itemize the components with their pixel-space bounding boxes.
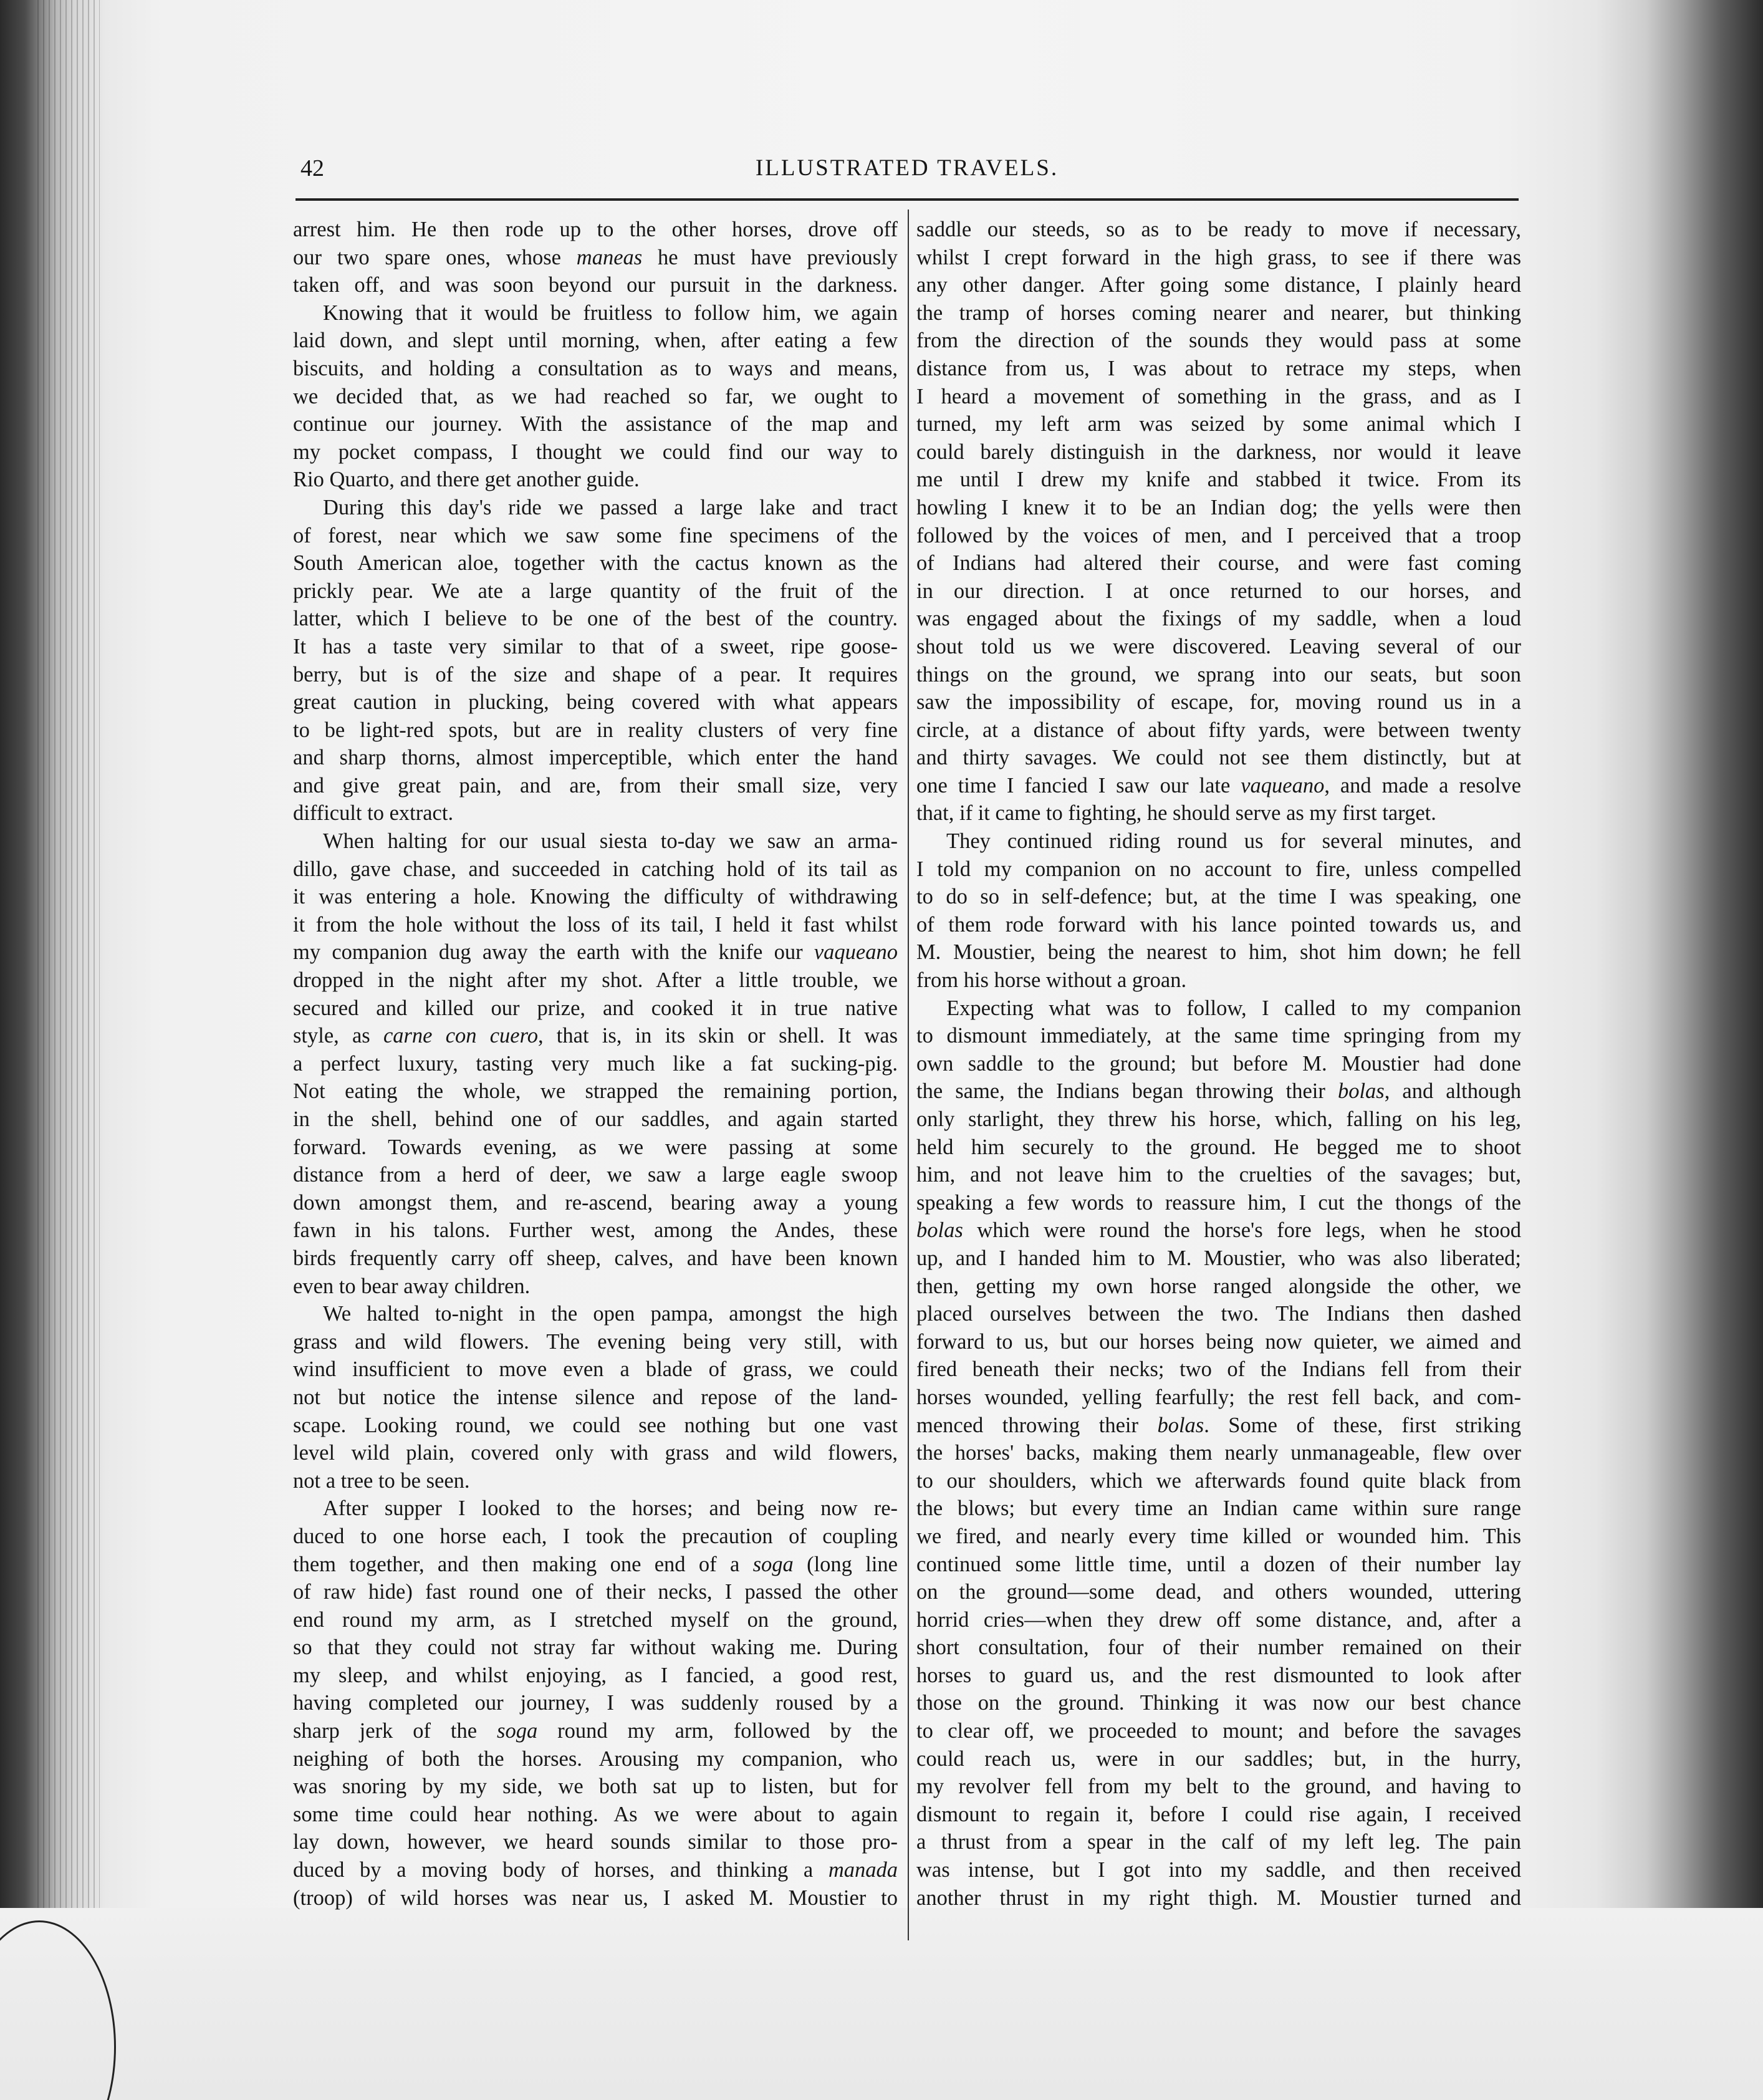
text-run: to clear off, we proceeded to mount; and before the savages [916, 1719, 1521, 1743]
text-line [916, 522, 1521, 550]
text-line [293, 1356, 898, 1384]
text-line [293, 911, 898, 939]
text-run: We halted to-night in the open pampa, amongst the high [323, 1302, 898, 1326]
text-run: our two spare ones, whose [293, 245, 577, 269]
text-run: another thrust in my right thigh. M. Moustier turned and [916, 1886, 1521, 1910]
text-run: down amongst them, and re-ascend, bearing away a young [293, 1190, 898, 1215]
text-line [916, 466, 1521, 494]
text-run: the horses' backs, making them nearly unmanageable, flew over [916, 1441, 1521, 1465]
italic-term: soga [752, 1552, 794, 1576]
text-line [293, 1606, 898, 1634]
italic-term: bolas [916, 1218, 963, 1243]
text-line [293, 1856, 898, 1884]
text-run: birds frequently carry off sheep, calves, and have been known [293, 1246, 898, 1270]
left-text-column [293, 216, 898, 1912]
text-run: Knowing that it would be fruitless to follow him, we again [323, 301, 898, 325]
text-run: short consultation, four of their number remained on their [916, 1635, 1521, 1660]
text-run: prickly pear. We ate a large quantity of the fruit of the [293, 579, 898, 603]
italic-term: bolas [1337, 1079, 1385, 1104]
italic-term: maneas [576, 245, 643, 269]
text-run: up, and I handed him to M. Moustier, who was also liberated; [916, 1246, 1521, 1270]
column-divider [908, 210, 909, 1940]
text-run: round my arm, followed by the [537, 1719, 898, 1743]
text-run: horses to guard us, and the rest dismounted to look after [916, 1663, 1521, 1687]
text-line [293, 995, 898, 1023]
text-run: any other danger. After going some distance, I plainly heard [916, 273, 1521, 297]
text-line [293, 1328, 898, 1356]
text-run: the blows; but every time an Indian came within sure range [916, 1496, 1521, 1521]
text-line [293, 1467, 898, 1495]
text-run: my revolver fell from my belt to the ground, and having to [916, 1775, 1521, 1799]
text-line [916, 772, 1521, 800]
text-run: of forest, near which we saw some fine specimens of the [293, 523, 898, 547]
text-run: menced throwing their [916, 1413, 1158, 1437]
text-line [916, 1606, 1521, 1634]
text-run: secured and killed our prize, and cooked it in true native [293, 996, 898, 1020]
running-title: ILLUSTRATED TRAVELS. [755, 155, 1059, 181]
header-rule [295, 198, 1519, 201]
text-line [916, 1551, 1521, 1579]
text-run: in the shell, behind one of our saddles, and again started [293, 1107, 898, 1131]
text-line [293, 1245, 898, 1273]
text-run: of raw hide) fast round one of their necks, I passed the other [293, 1580, 898, 1604]
text-line [293, 271, 898, 299]
text-line [916, 1105, 1521, 1134]
text-run: scape. Looking round, we could see nothing but one vast [293, 1413, 898, 1437]
text-run: followed by the voices of men, and I perceived that a troop [916, 523, 1521, 547]
text-run: of them rode forward with his lance pointed towards us, and [916, 912, 1521, 937]
text-run: that, if it came to fighting, he should serve as my first target. [916, 801, 1436, 826]
text-run: (long line [793, 1552, 898, 1576]
text-run: Rio Quarto, and there get another guide. [293, 468, 640, 492]
text-line [293, 1495, 898, 1523]
text-line [916, 1884, 1521, 1912]
text-line [293, 299, 898, 327]
text-line [916, 1439, 1521, 1467]
text-line [293, 438, 898, 466]
italic-term: soga [497, 1719, 538, 1743]
text-run: end round my arm, as I stretched myself on the ground, [293, 1607, 898, 1632]
text-run: it was entering a hole. Knowing the difficulty of withdrawing [293, 885, 898, 909]
text-line [916, 1300, 1521, 1328]
text-line [293, 799, 898, 827]
text-run: held him securely to the ground. He begged me to shoot [916, 1135, 1521, 1159]
text-line [293, 883, 898, 911]
text-line [293, 855, 898, 884]
text-line [916, 1634, 1521, 1662]
text-run: a thrust from a spear in the calf of my left leg. The pain [916, 1830, 1521, 1854]
text-run: speaking a few words to reassure him, I cut the thongs of the [916, 1190, 1521, 1215]
text-run: not a tree to be seen. [293, 1468, 470, 1493]
text-line [293, 216, 898, 244]
text-line [293, 494, 898, 522]
text-line [293, 938, 898, 966]
text-run: continue our journey. With the assistance of the map and [293, 412, 898, 436]
text-line [916, 1801, 1521, 1829]
text-run: neighing of both the horses. Arousing my companion, who [293, 1746, 898, 1771]
text-run: grass and wild flowers. The evening being very still, with [293, 1329, 898, 1354]
text-line [916, 244, 1521, 272]
text-run: one time I fancied I saw our late [916, 773, 1241, 797]
text-line [293, 1551, 898, 1579]
text-line [916, 1495, 1521, 1523]
text-line [916, 995, 1521, 1023]
text-run: taken off, and was soon beyond our pursuit in the darkness. [293, 273, 898, 297]
text-run: shout told us we were discovered. Leaving several of our [916, 634, 1521, 658]
text-line [916, 410, 1521, 438]
text-line [916, 1356, 1521, 1384]
text-line [916, 1022, 1521, 1050]
text-run: my companion dug away the earth with the knife our [293, 940, 814, 965]
text-line [293, 1689, 898, 1717]
text-line [916, 383, 1521, 411]
text-run: I told my companion on no account to fire, unless compelled [916, 857, 1521, 881]
text-line [916, 966, 1521, 995]
text-line [916, 1717, 1521, 1745]
text-run: from his horse without a groan. [916, 968, 1187, 993]
text-line [293, 744, 898, 772]
text-run: we decided that, as we had reached so far, we ought to [293, 384, 898, 408]
text-run: It has a taste very similar to that of a sweet, ripe goose- [293, 634, 898, 658]
text-line [293, 1273, 898, 1301]
text-line [293, 1634, 898, 1662]
text-run: he must have previously [642, 245, 898, 269]
text-line [916, 327, 1521, 355]
text-run: sharp jerk of the [293, 1719, 497, 1743]
text-line [916, 855, 1521, 884]
text-line [916, 1412, 1521, 1440]
text-run: those on the ground. Thinking it was now our best chance [916, 1691, 1521, 1715]
text-run: They continued riding round us for several minutes, and [946, 829, 1521, 854]
italic-term: manada [828, 1858, 898, 1882]
text-run: to dismount immediately, at the same time springing from my [916, 1024, 1521, 1048]
text-run: me until I drew my knife and stabbed it twice. From its [916, 468, 1521, 492]
text-line [293, 1578, 898, 1606]
text-run: some time could hear nothing. As we were about to again [293, 1802, 898, 1826]
text-run: Expecting what was to follow, I called to my companion [946, 996, 1521, 1020]
text-line [916, 1384, 1521, 1412]
text-line [916, 799, 1521, 827]
page-header [295, 152, 1519, 190]
text-line [293, 1161, 898, 1189]
text-line [293, 1022, 898, 1050]
text-line [293, 1216, 898, 1245]
text-run: even to bear away children. [293, 1274, 531, 1298]
text-line [916, 1161, 1521, 1189]
right-text-column [916, 216, 1521, 1912]
text-run: not but notice the intense silence and repose of the land- [293, 1385, 898, 1409]
text-run: to be light-red spots, but are in reality clusters of very fine [293, 718, 898, 742]
text-line [293, 327, 898, 355]
text-run: saw the impossibility of escape, for, moving round us in a [916, 690, 1521, 715]
text-run: latter, which I believe to be one of the best of the country. [293, 607, 898, 631]
page-lower-margin [0, 1908, 1763, 2100]
text-line [916, 299, 1521, 327]
text-run: on the ground—some dead, and others wounded, uttering [916, 1580, 1521, 1604]
text-run: great caution in plucking, being covered with what appears [293, 690, 898, 715]
text-line [916, 1273, 1521, 1301]
text-line [293, 1439, 898, 1467]
text-line [916, 1745, 1521, 1773]
text-run: South American aloe, together with the cactus known as the [293, 551, 898, 576]
text-run: then, getting my own horse ranged alongside the other, we [916, 1274, 1521, 1298]
text-line [916, 688, 1521, 716]
text-line [293, 549, 898, 577]
text-line [293, 688, 898, 716]
text-run: the same, the Indians began throwing their [916, 1079, 1338, 1104]
text-run: , and although [1384, 1079, 1522, 1104]
text-line [293, 355, 898, 383]
text-line [293, 827, 898, 855]
text-run: to do so in self-defence; but, at the time I was speaking, one [916, 885, 1521, 909]
text-run: forward to us, but our horses being now quieter, we aimed and [916, 1329, 1521, 1354]
text-run: laid down, and slept until morning, when, after eating a few [293, 329, 898, 353]
text-line [916, 1077, 1521, 1105]
text-line [293, 1050, 898, 1078]
text-run: howling I knew it to be an Indian dog; the yells were then [916, 495, 1521, 519]
text-run: , that is, in its skin or shell. It was [537, 1024, 898, 1048]
text-line [916, 1245, 1521, 1273]
text-line [293, 244, 898, 272]
text-line [916, 605, 1521, 633]
text-run: lay down, however, we heard sounds similar to those pro- [293, 1830, 898, 1854]
text-line [293, 661, 898, 689]
text-line [293, 633, 898, 661]
text-line [916, 1523, 1521, 1551]
text-line [916, 1689, 1521, 1717]
text-line [916, 577, 1521, 605]
text-line [916, 355, 1521, 383]
italic-term: vaqueano [1241, 773, 1325, 797]
text-run: berry, but is of the size and shape of a pear. It requires [293, 662, 898, 686]
text-run: difficult to extract. [293, 801, 454, 826]
text-line [916, 1856, 1521, 1884]
text-line [293, 1523, 898, 1551]
text-line [293, 966, 898, 995]
text-line [293, 410, 898, 438]
text-line [293, 1884, 898, 1912]
text-run: During this day's ride we passed a large lake and tract [323, 495, 898, 519]
text-run: the tramp of horses coming nearer and nearer, but thinking [916, 301, 1521, 325]
text-run: and give great pain, and are, from their small size, very [293, 773, 898, 797]
text-run: , and made a resolve [1324, 773, 1521, 797]
text-run: a perfect luxury, tasting very much like a fat sucking-pig. [293, 1051, 898, 1076]
text-line [293, 716, 898, 744]
text-line [916, 1662, 1521, 1690]
text-line [293, 522, 898, 550]
text-run: own saddle to the ground; but before M. Moustier had done [916, 1051, 1521, 1076]
text-line [916, 1578, 1521, 1606]
text-run: dropped in the night after my shot. After a little trouble, we [293, 968, 898, 993]
text-line [293, 1662, 898, 1690]
text-run: fawn in his talons. Further west, among the Andes, these [293, 1218, 898, 1243]
text-line [293, 1189, 898, 1217]
text-run: forward. Towards evening, as we were passing at some [293, 1135, 898, 1159]
text-run: circle, at a distance of about fifty yards, were between twenty [916, 718, 1521, 742]
text-run: we fired, and nearly every time killed or wounded him. This [916, 1524, 1521, 1548]
text-line [293, 605, 898, 633]
text-run: duced by a moving body of horses, and thinking a [293, 1858, 829, 1882]
text-run: in our direction. I at once returned to our horses, and [916, 579, 1521, 603]
text-line [293, 1077, 898, 1105]
text-run: which were round the horse's fore legs, when he stood [963, 1218, 1521, 1243]
text-run: was intense, but I got into my saddle, and then received [916, 1858, 1521, 1882]
text-line [916, 1467, 1521, 1495]
text-run: turned, my left arm was seized by some animal which I [916, 412, 1521, 436]
text-line [916, 549, 1521, 577]
text-run: them together, and then making one end of a [293, 1552, 753, 1576]
text-run: so that they could not stray far without waking me. During [293, 1635, 898, 1660]
text-line [293, 1745, 898, 1773]
text-run: (troop) of wild horses was near us, I asked M. Moustier to [293, 1886, 898, 1910]
text-line [916, 1828, 1521, 1856]
text-run: . Some of these, first striking [1204, 1413, 1521, 1437]
text-run: placed ourselves between the two. The Indians then dashed [916, 1302, 1521, 1326]
text-line [916, 633, 1521, 661]
text-run: my sleep, and whilst enjoying, as I fancied, a good rest, [293, 1663, 898, 1687]
text-line [293, 466, 898, 494]
text-run: duced to one horse each, I took the precaution of coupling [293, 1524, 898, 1548]
text-line [916, 1134, 1521, 1162]
text-run: and thirty savages. We could not see them distinctly, but at [916, 746, 1521, 770]
text-line [916, 494, 1521, 522]
text-run: horses wounded, yelling fearfully; the rest fell back, and com- [916, 1385, 1521, 1409]
text-run: whilst I crept forward in the high grass, to see if there was [916, 245, 1521, 269]
text-run: Not eating the whole, we strapped the remaining portion, [293, 1079, 898, 1104]
text-line [916, 1328, 1521, 1356]
italic-term: bolas [1157, 1413, 1204, 1437]
text-line [916, 1189, 1521, 1217]
text-run: M. Moustier, being the nearest to him, shot him down; he fell [916, 940, 1521, 965]
text-line [293, 383, 898, 411]
text-run: continued some little time, until a dozen of their number lay [916, 1552, 1521, 1576]
text-run: After supper I looked to the horses; and being now re- [323, 1496, 898, 1521]
text-run: only starlight, they threw his horse, which, falling on his leg, [916, 1107, 1521, 1131]
text-line [916, 1050, 1521, 1078]
text-line [916, 216, 1521, 244]
text-run: distance from us, I was about to retrace my steps, when [916, 356, 1521, 380]
text-run: dillo, gave chase, and succeeded in catching hold of its tail as [293, 857, 898, 881]
text-run: was snoring by my side, we both sat up to listen, but for [293, 1775, 898, 1799]
text-run: wind insufficient to move even a blade of grass, we could [293, 1357, 898, 1382]
text-run: things on the ground, we sprang into our seats, but soon [916, 662, 1521, 686]
text-run: of Indians had altered their course, and were fast coming [916, 551, 1521, 576]
text-line [293, 1412, 898, 1440]
text-run: horrid cries—when they drew off some distance, and, after a [916, 1607, 1521, 1632]
text-line [293, 772, 898, 800]
text-line [293, 1105, 898, 1134]
text-run: dismount to regain it, before I could rise again, I received [916, 1802, 1521, 1826]
text-line [916, 883, 1521, 911]
text-line [916, 661, 1521, 689]
text-run: to our shoulders, which we afterwards found quite black from [916, 1468, 1521, 1493]
text-line [293, 577, 898, 605]
text-line [916, 438, 1521, 466]
text-line [293, 1300, 898, 1328]
text-run: fired beneath their necks; two of the Indians fell from their [916, 1357, 1521, 1382]
page-stack-edges [37, 0, 100, 1908]
text-run: could reach us, were in our saddles; but, in the hurry, [916, 1746, 1521, 1771]
text-run: saddle our steeds, so as to be ready to move if necessary, [916, 218, 1521, 241]
text-run: When halting for our usual siesta to-day we saw an arma- [323, 829, 898, 854]
text-run: from the direction of the sounds they would pass at some [916, 329, 1521, 353]
text-line [293, 1773, 898, 1801]
text-run: could barely distinguish in the darkness, nor would it leave [916, 440, 1521, 464]
text-run: my pocket compass, I thought we could find our way to [293, 440, 898, 464]
page-number: 42 [300, 155, 324, 181]
text-run: it from the hole without the loss of its tail, I held it fast whilst [293, 912, 898, 937]
text-line [293, 1717, 898, 1745]
text-run: having completed our journey, I was suddenly roused by a [293, 1691, 898, 1715]
text-line [293, 1828, 898, 1856]
text-line [916, 744, 1521, 772]
text-run: biscuits, and holding a consultation as to ways and means, [293, 356, 898, 380]
text-line [293, 1134, 898, 1162]
text-run: was engaged about the fixings of my saddle, when a loud [916, 607, 1521, 631]
text-run: I heard a movement of something in the grass, and as I [916, 384, 1521, 408]
text-line [916, 938, 1521, 966]
text-line [916, 827, 1521, 855]
text-run: style, as [293, 1024, 383, 1048]
text-line [916, 911, 1521, 939]
italic-term: vaqueano [814, 940, 898, 965]
text-line [293, 1801, 898, 1829]
text-run: arrest him. He then rode up to the other horses, drove off [293, 218, 898, 241]
text-run: distance from a herd of deer, we saw a large eagle swoop [293, 1163, 898, 1187]
text-line [916, 1773, 1521, 1801]
text-line [916, 1216, 1521, 1245]
text-line [916, 716, 1521, 744]
text-line [293, 1384, 898, 1412]
italic-term: carne con cuero [383, 1024, 538, 1048]
text-line [916, 271, 1521, 299]
text-run: level wild plain, covered only with grass and wild flowers, [293, 1441, 898, 1465]
text-run: and sharp thorns, almost imperceptible, which enter the hand [293, 746, 898, 770]
text-run: him, and not leave him to the cruelties of the savages; but, [916, 1163, 1521, 1187]
